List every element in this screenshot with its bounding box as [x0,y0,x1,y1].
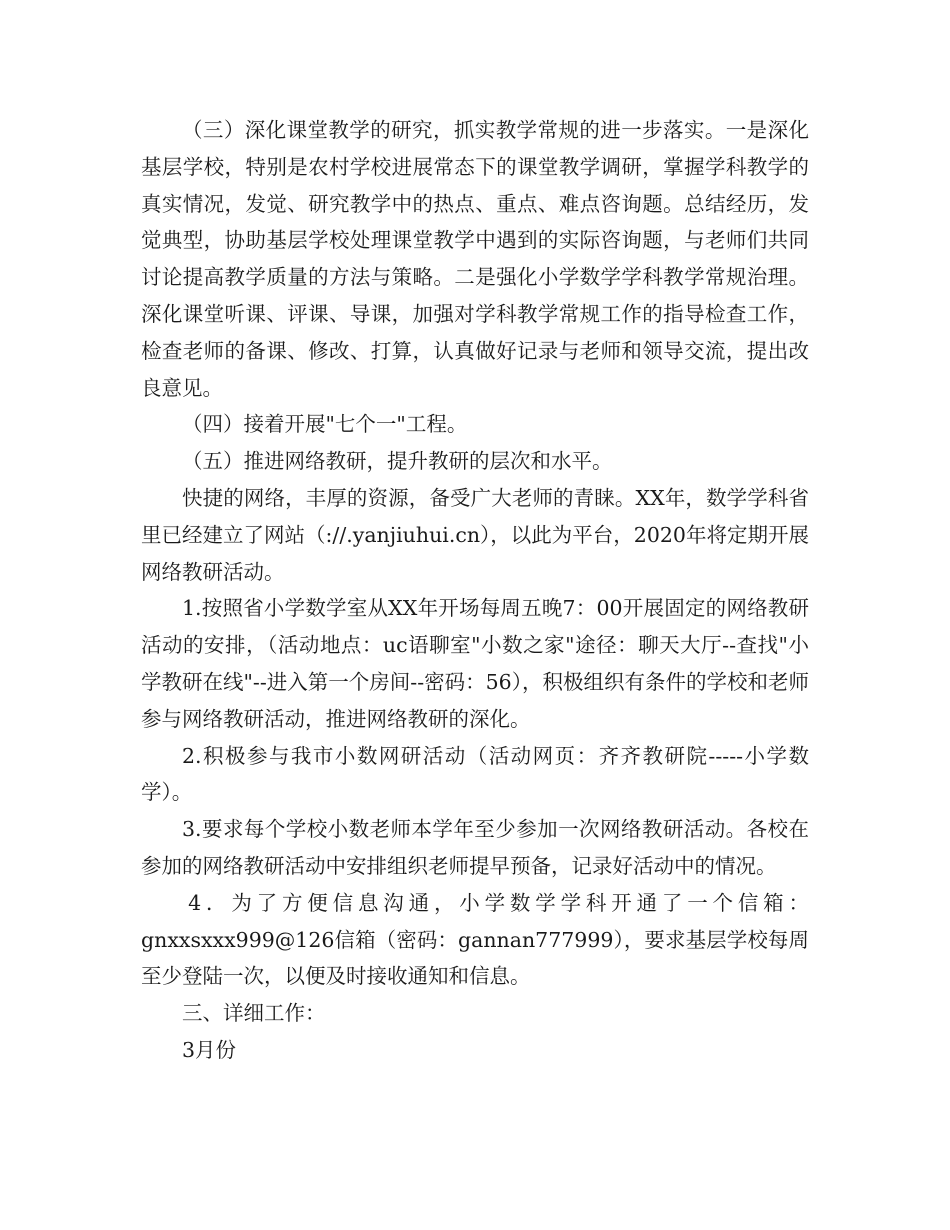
document-body [141,112,809,1069]
section-heading-detailed-work: 三、详细工作： [182,1001,326,1026]
paragraph-item-4: 4．为了方便信息沟通，小学数学学科开通了一个信箱：gnxxsxxx999@126信箱（密码：gannan777999），要求基层学校每周至少登陆一次，以便及时接收通知和信息。 [141,890,809,989]
paragraph-classroom-teaching: （三）深化课堂教学的研究，抓实教学常规的进一步落实。一是深化基层学校，特别是农村学校进展常态下的课堂教学调研，掌握学科教学的真实情况，发觉、研究教学中的热点、重点、难点咨询题。总结经历，发觉典型，协助基层学校处理课堂教学中遇到的实际咨询题，与老师们共同讨论提高教学质量的方法与策略。二是强化小学数学学科教学常规治理。深化课堂听课、评课、导课，加强对学科教学常规工作的指导检查工作，检查老师的备课、修改、打算，认真做好记录与老师和领导交流，提出改良意见。 [141,118,809,400]
paragraph-item-2: 2.积极参与我市小数网研活动（活动网页：齐齐教研院-----小学数学）。 [141,743,809,805]
paragraph-item-3: 3.要求每个学校小数老师本学年至少参加一次网络教研活动。各校在参加的网络教研活动中安排组织老师提早预备，记录好活动中的情况。 [141,817,809,878]
paragraph-network-intro: 快捷的网络，丰厚的资源，备受广大老师的青睐。XX年，数学学科省里已经建立了网站（://.yanjiuhui.cn），以此为平台，2020年将定期开展网络教研活动。 [141,485,809,584]
paragraph-march: 3月份 [182,1037,237,1062]
paragraph-network-research: （五）推进网络教研，提升教研的层次和水平。 [182,449,613,474]
paragraph-item-1: 1.按照省小学数学室从XX年开场每周五晚7：00开展固定的网络教研活动的安排，（活动地点：uc语聊室"小数之家"途径：聊天大厅--查找"小学教研在线"--进入第一个房间--密码：56），积极组织有条件的学校和老师参与网络教研活动，推进网络教研的深化。 [141,596,809,731]
paragraph-seven-projects: （四）接着开展"七个一"工程。 [182,412,468,437]
